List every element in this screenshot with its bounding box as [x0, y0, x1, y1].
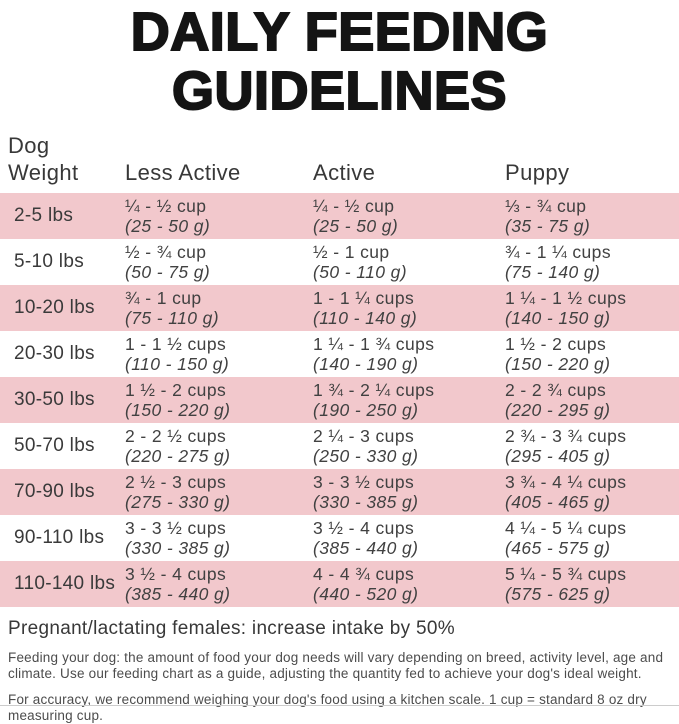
active-cell — [313, 193, 505, 239]
less-active-grams: (385 - 440 g) — [125, 584, 231, 604]
less-active-cell — [125, 469, 313, 515]
puppy-grams: (575 - 625 g) — [505, 584, 611, 604]
weight-cell: 30-50 lbs — [14, 389, 95, 410]
less-active-cell — [125, 561, 313, 607]
less-active-grams: (150 - 220 g) — [125, 400, 231, 420]
table-row — [0, 193, 679, 239]
table-header-row — [0, 132, 679, 193]
weight-cell: 90-110 lbs — [14, 527, 105, 548]
active-cell — [313, 285, 505, 331]
puppy-grams: (140 - 150 g) — [505, 308, 611, 328]
accuracy-note: For accuracy, we recommend weighing your dog's food using a kitchen scale. 1 cup = standard 8 oz dry measuring cup. — [8, 692, 647, 723]
table-row — [0, 469, 679, 515]
page-title-line1: DAILY FEEDING — [130, 2, 549, 62]
active-cups: 4 - 4 ¾ cups — [313, 564, 415, 584]
less-active-cell — [125, 423, 313, 469]
puppy-cell — [505, 285, 679, 331]
puppy-grams: (405 - 465 g) — [505, 492, 611, 512]
header-dog-weight: Dog Weight — [8, 133, 79, 185]
active-cell — [313, 561, 505, 607]
page-title — [0, 0, 679, 121]
puppy-grams: (295 - 405 g) — [505, 446, 611, 466]
less-active-cell — [125, 193, 313, 239]
active-cups: 3 - 3 ½ cups — [313, 472, 415, 492]
puppy-cell — [505, 515, 679, 561]
weight-cell: 70-90 lbs — [14, 481, 95, 502]
active-grams: (330 - 385 g) — [313, 492, 419, 512]
puppy-cups: ⅓ - ¾ cup — [505, 196, 587, 216]
puppy-grams: (220 - 295 g) — [505, 400, 611, 420]
active-grams: (140 - 190 g) — [313, 354, 419, 374]
puppy-cups: ¾ - 1 ¼ cups — [505, 242, 611, 262]
less-active-grams: (110 - 150 g) — [125, 354, 230, 374]
pregnant-note: Pregnant/lactating females: increase intake by 50% — [8, 618, 455, 639]
active-cups: 2 ¼ - 3 cups — [313, 426, 415, 446]
less-active-grams: (330 - 385 g) — [125, 538, 231, 558]
active-cell — [313, 331, 505, 377]
weight-cell: 110-140 lbs — [14, 573, 116, 594]
less-active-cell — [125, 377, 313, 423]
active-cups: ¼ - ½ cup — [313, 196, 395, 216]
less-active-cell — [125, 285, 313, 331]
less-active-cups: 1 - 1 ½ cups — [125, 334, 227, 354]
active-cups: 1 ¼ - 1 ¾ cups — [313, 334, 435, 354]
table-row — [0, 515, 679, 561]
weight-cell: 50-70 lbs — [14, 435, 95, 456]
active-cups: 1 - 1 ¼ cups — [313, 288, 415, 308]
table-row — [0, 377, 679, 423]
less-active-cups: 1 ½ - 2 cups — [125, 380, 227, 400]
less-active-cell — [125, 331, 313, 377]
active-grams: (25 - 50 g) — [313, 216, 399, 236]
header-active: Active — [313, 160, 376, 185]
puppy-cups: 1 ¼ - 1 ½ cups — [505, 288, 627, 308]
table-row — [0, 561, 679, 607]
less-active-cups: ¼ - ½ cup — [125, 196, 207, 216]
less-active-cups: ¾ - 1 cup — [125, 288, 202, 308]
page-title-line2: GUIDELINES — [171, 61, 508, 121]
active-cups: 3 ½ - 4 cups — [313, 518, 415, 538]
puppy-cell — [505, 331, 679, 377]
active-grams: (250 - 330 g) — [313, 446, 419, 466]
table-row — [0, 331, 679, 377]
puppy-cell — [505, 377, 679, 423]
active-grams: (110 - 140 g) — [313, 308, 418, 328]
puppy-grams: (75 - 140 g) — [505, 262, 601, 282]
feeding-guidelines-table — [0, 132, 679, 607]
active-cups: 1 ¾ - 2 ¼ cups — [313, 380, 435, 400]
active-cell — [313, 239, 505, 285]
puppy-cell — [505, 193, 679, 239]
active-grams: (440 - 520 g) — [313, 584, 419, 604]
puppy-cell — [505, 423, 679, 469]
puppy-grams: (465 - 575 g) — [505, 538, 611, 558]
feeding-note: Feeding your dog: the amount of food your dog needs will vary depending on breed, activity level, age and climate. Use our feeding chart as a guide, adjusting the quantity fed to achieve your dog's ideal weight. — [8, 650, 664, 681]
table-row — [0, 285, 679, 331]
active-cell — [313, 515, 505, 561]
less-active-grams: (25 - 50 g) — [125, 216, 211, 236]
header-puppy: Puppy — [505, 160, 570, 185]
weight-cell: 10-20 lbs — [14, 297, 95, 318]
puppy-cups: 1 ½ - 2 cups — [505, 334, 607, 354]
active-cell — [313, 377, 505, 423]
puppy-cups: 3 ¾ - 4 ¼ cups — [505, 472, 627, 492]
weight-cell: 20-30 lbs — [14, 343, 95, 364]
weight-cell: 5-10 lbs — [14, 251, 84, 272]
puppy-cups: 4 ¼ - 5 ¼ cups — [505, 518, 627, 538]
active-cups: ½ - 1 cup — [313, 242, 390, 262]
bottom-divider — [0, 705, 679, 706]
less-active-grams: (50 - 75 g) — [125, 262, 211, 282]
active-grams: (190 - 250 g) — [313, 400, 419, 420]
puppy-grams: (150 - 220 g) — [505, 354, 611, 374]
less-active-grams: (75 - 110 g) — [125, 308, 219, 328]
less-active-cups: 2 - 2 ½ cups — [125, 426, 227, 446]
less-active-cups: 2 ½ - 3 cups — [125, 472, 227, 492]
active-cell — [313, 469, 505, 515]
weight-cell: 2-5 lbs — [14, 205, 74, 226]
puppy-cell — [505, 561, 679, 607]
puppy-cell — [505, 239, 679, 285]
puppy-cups: 2 ¾ - 3 ¾ cups — [505, 426, 627, 446]
less-active-cell — [125, 515, 313, 561]
less-active-cups: ½ - ¾ cup — [125, 242, 207, 262]
less-active-cell — [125, 239, 313, 285]
less-active-grams: (275 - 330 g) — [125, 492, 231, 512]
less-active-cups: 3 - 3 ½ cups — [125, 518, 227, 538]
less-active-grams: (220 - 275 g) — [125, 446, 231, 466]
puppy-cups: 2 - 2 ¾ cups — [505, 380, 607, 400]
active-cell — [313, 423, 505, 469]
active-grams: (385 - 440 g) — [313, 538, 419, 558]
puppy-grams: (35 - 75 g) — [505, 216, 591, 236]
table-row — [0, 239, 679, 285]
table-row — [0, 423, 679, 469]
puppy-cell — [505, 469, 679, 515]
active-grams: (50 - 110 g) — [313, 262, 407, 282]
less-active-cups: 3 ½ - 4 cups — [125, 564, 227, 584]
header-less-active: Less Active — [125, 160, 241, 185]
puppy-cups: 5 ¼ - 5 ¾ cups — [505, 564, 627, 584]
